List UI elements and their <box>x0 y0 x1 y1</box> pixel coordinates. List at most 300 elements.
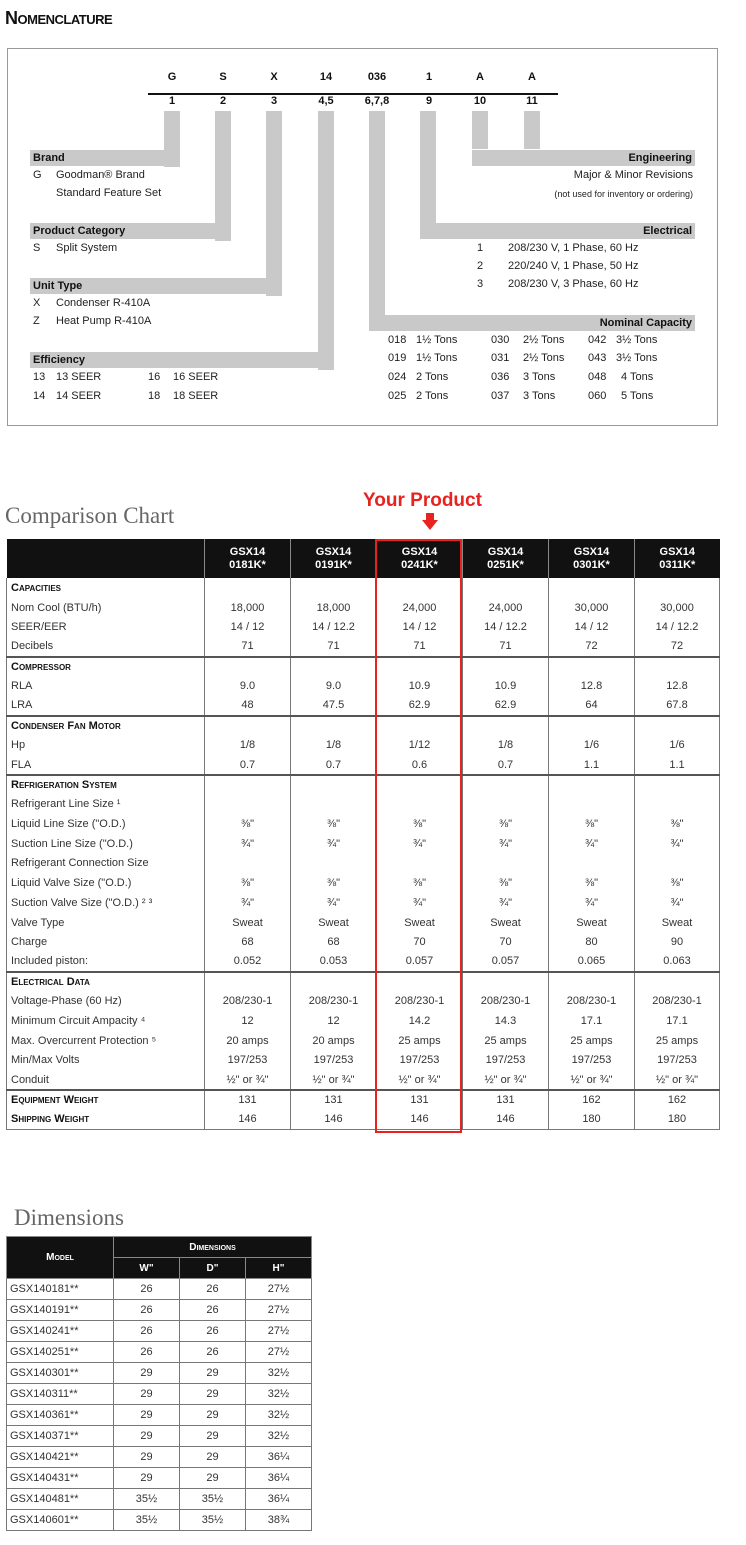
section-label: Compressor <box>7 657 205 677</box>
depth-cell: 26 <box>180 1321 246 1342</box>
efficiency-key: 16 <box>148 371 161 383</box>
spec-value: 1/8 <box>291 736 377 756</box>
empty-cell <box>549 775 635 795</box>
height-cell: 38¾ <box>246 1510 312 1531</box>
spec-row <box>7 854 720 874</box>
width-cell: 29 <box>114 1426 180 1447</box>
depth-cell: 29 <box>180 1468 246 1489</box>
capacity-key: 018 <box>388 334 407 346</box>
capacity-value: 2 Tons <box>416 371 449 383</box>
model-cell: GSX140191** <box>7 1300 114 1321</box>
header-blank <box>7 539 205 578</box>
spec-value: ¾" <box>635 834 720 854</box>
spec-value: 131 <box>205 1090 291 1110</box>
spec-value: ⅜" <box>463 873 549 893</box>
spec-value: 131 <box>291 1090 377 1110</box>
connector-bar <box>215 111 231 241</box>
spec-value: ¾" <box>549 834 635 854</box>
code-letter: A <box>476 71 484 83</box>
spec-value: 197/253 <box>549 1051 635 1071</box>
position-number: 6,7,8 <box>364 95 390 107</box>
depth-cell: 29 <box>180 1447 246 1468</box>
electrical-key: 2 <box>477 260 484 272</box>
spec-value: 10.9 <box>377 676 463 696</box>
position-number: 9 <box>425 95 433 107</box>
section-label: Electrical Data <box>7 972 205 992</box>
spec-value: 0.065 <box>549 952 635 972</box>
section-header-row <box>7 578 720 598</box>
model-header: GSX14 0311K* <box>635 539 720 578</box>
unit-type-header: Unit Type <box>30 278 282 294</box>
spec-value: 72 <box>549 637 635 657</box>
spec-value: ⅜" <box>205 814 291 834</box>
spec-value: ¾" <box>463 834 549 854</box>
model-header: GSX14 0191K* <box>291 539 377 578</box>
nomenclature-box <box>7 48 718 426</box>
spec-value: 71 <box>291 637 377 657</box>
dimension-row <box>7 1489 312 1510</box>
dimension-row <box>7 1405 312 1426</box>
spec-value: 1/8 <box>463 736 549 756</box>
spec-value: ¾" <box>205 834 291 854</box>
model-header: GSX14 0181K* <box>205 539 291 578</box>
empty-cell <box>377 578 463 598</box>
height-cell: 36¼ <box>246 1489 312 1510</box>
spec-value: ¾" <box>463 893 549 913</box>
connector-bar <box>318 111 334 370</box>
spec-value: 1.1 <box>635 755 720 775</box>
spec-value: 20 amps <box>291 1031 377 1051</box>
spec-row <box>7 617 720 637</box>
model-cell: GSX140361** <box>7 1405 114 1426</box>
width-cell: 29 <box>114 1468 180 1489</box>
spec-row <box>7 834 720 854</box>
depth-cell: 29 <box>180 1405 246 1426</box>
empty-cell <box>463 657 549 677</box>
capacity-value: 3 Tons <box>523 371 556 383</box>
capacity-key: 043 <box>588 352 607 364</box>
spec-value: 67.8 <box>635 696 720 716</box>
dimensions-title: Dimensions <box>14 1205 124 1230</box>
spec-value: Sweat <box>549 913 635 933</box>
spec-value: 12 <box>205 1011 291 1031</box>
spec-value: 20 amps <box>205 1031 291 1051</box>
spec-row <box>7 873 720 893</box>
spec-label: Equipment Weight <box>7 1090 205 1110</box>
efficiency-value: 13 SEER <box>56 371 102 383</box>
spec-row <box>7 893 720 913</box>
spec-value: ⅜" <box>205 873 291 893</box>
empty-cell <box>463 716 549 736</box>
empty-cell <box>205 657 291 677</box>
spec-value: 14 / 12.2 <box>635 617 720 637</box>
spec-value: 18,000 <box>291 598 377 618</box>
spec-value: ¾" <box>635 893 720 913</box>
empty-cell <box>205 775 291 795</box>
spec-value: ⅜" <box>463 814 549 834</box>
spec-label: Decibels <box>7 637 205 657</box>
spec-value: ⅜" <box>635 814 720 834</box>
spec-row <box>7 676 720 696</box>
spec-value: Sweat <box>463 913 549 933</box>
model-header: GSX14 0251K* <box>463 539 549 578</box>
spec-label: Suction Valve Size ("O.D.) ² ³ <box>7 893 205 913</box>
spec-value: 12.8 <box>635 676 720 696</box>
depth-cell: 26 <box>180 1342 246 1363</box>
width-cell: 29 <box>114 1405 180 1426</box>
empty-cell <box>205 716 291 736</box>
spec-value: 12.8 <box>549 676 635 696</box>
spec-value: 146 <box>463 1110 549 1130</box>
empty-cell <box>549 578 635 598</box>
spec-value: 30,000 <box>549 598 635 618</box>
brand-header: Brand <box>30 150 180 166</box>
capacity-value: 3½ Tons <box>616 352 658 364</box>
spec-value: 197/253 <box>463 1051 549 1071</box>
capacity-key: 042 <box>588 334 607 346</box>
electrical-key: 1 <box>477 242 484 254</box>
empty-cell <box>205 578 291 598</box>
empty-cell <box>291 716 377 736</box>
spec-value: 80 <box>549 932 635 952</box>
height-header: H" <box>246 1258 312 1279</box>
spec-value: ½" or ¾" <box>205 1070 291 1090</box>
electrical-header: Electrical <box>420 223 695 239</box>
nomenclature-title: Nomenclature <box>5 8 113 28</box>
spec-label: Max. Overcurrent Protection ⁵ <box>7 1031 205 1051</box>
spec-row <box>7 932 720 952</box>
spec-value: 0.053 <box>291 952 377 972</box>
spec-value <box>377 795 463 815</box>
capacity-key: 024 <box>388 371 407 383</box>
spec-value: 14 / 12 <box>549 617 635 637</box>
dimension-row <box>7 1510 312 1531</box>
width-cell: 29 <box>114 1363 180 1384</box>
spec-value: 70 <box>463 932 549 952</box>
spec-value: 14 / 12 <box>205 617 291 637</box>
dimension-row <box>7 1321 312 1342</box>
spec-value: 1/6 <box>549 736 635 756</box>
code-letter: A <box>528 71 536 83</box>
spec-label: Hp <box>7 736 205 756</box>
spec-value <box>463 854 549 874</box>
connector-bar <box>472 111 488 149</box>
spec-value: 208/230-1 <box>463 991 549 1011</box>
spec-value: 62.9 <box>463 696 549 716</box>
spec-label: Valve Type <box>7 913 205 933</box>
spec-row <box>7 814 720 834</box>
unit-type-value: Heat Pump R-410A <box>56 315 152 327</box>
unit-type-key: X <box>33 297 41 309</box>
spec-value: ⅜" <box>377 814 463 834</box>
spec-label: Included piston: <box>7 952 205 972</box>
spec-value: 62.9 <box>377 696 463 716</box>
comparison-table <box>6 539 720 1130</box>
spec-value: 1/12 <box>377 736 463 756</box>
nominal-capacity-header: Nominal Capacity <box>369 315 695 331</box>
empty-cell <box>205 972 291 992</box>
spec-value: ¾" <box>291 834 377 854</box>
spec-value: 1/6 <box>635 736 720 756</box>
spec-value: ⅜" <box>549 814 635 834</box>
height-cell: 36¼ <box>246 1468 312 1489</box>
capacity-value: 5 Tons <box>621 390 654 402</box>
spec-row <box>7 952 720 972</box>
unit-type-key: Z <box>33 315 40 327</box>
engineering-line-1: Major & Minor Revisions <box>573 169 693 181</box>
model-cell: GSX140241** <box>7 1321 114 1342</box>
spec-row <box>7 696 720 716</box>
empty-cell <box>291 775 377 795</box>
spec-value: 0.057 <box>463 952 549 972</box>
spec-value: Sweat <box>635 913 720 933</box>
spec-value: 48 <box>205 696 291 716</box>
dimension-row <box>7 1468 312 1489</box>
spec-value: 25 amps <box>635 1031 720 1051</box>
capacity-value: 3½ Tons <box>616 334 658 346</box>
spec-label: Shipping Weight <box>7 1110 205 1130</box>
dimension-row <box>7 1384 312 1405</box>
section-header-row <box>7 657 720 677</box>
spec-value: 0.057 <box>377 952 463 972</box>
electrical-key: 3 <box>477 278 484 290</box>
spec-value: 208/230-1 <box>291 991 377 1011</box>
empty-cell <box>463 578 549 598</box>
spec-value: 146 <box>377 1110 463 1130</box>
spec-value: ⅜" <box>635 873 720 893</box>
height-cell: 27½ <box>246 1321 312 1342</box>
spec-label: Liquid Line Size ("O.D.) <box>7 814 205 834</box>
engineering-note: (not used for inventory or ordering) <box>554 189 693 199</box>
spec-value <box>291 854 377 874</box>
section-header-row <box>7 775 720 795</box>
connector-bar <box>369 111 385 316</box>
spec-row <box>7 1110 720 1130</box>
spec-label: Nom Cool (BTU/h) <box>7 598 205 618</box>
spec-value: 131 <box>463 1090 549 1110</box>
height-cell: 27½ <box>246 1279 312 1300</box>
spec-value: ½" or ¾" <box>463 1070 549 1090</box>
spec-label: SEER/EER <box>7 617 205 637</box>
spec-label: Min/Max Volts <box>7 1051 205 1071</box>
empty-cell <box>291 578 377 598</box>
position-number: 3 <box>270 95 278 107</box>
spec-value: 68 <box>291 932 377 952</box>
brand-line-1: Goodman® Brand <box>56 169 145 181</box>
spec-value: 14 / 12.2 <box>291 617 377 637</box>
empty-cell <box>635 775 720 795</box>
capacity-key: 037 <box>491 390 510 402</box>
model-cell: GSX140601** <box>7 1510 114 1531</box>
capacity-value: 4 Tons <box>621 371 654 383</box>
spec-value: 197/253 <box>291 1051 377 1071</box>
width-cell: 35½ <box>114 1489 180 1510</box>
depth-cell: 29 <box>180 1363 246 1384</box>
depth-cell: 35½ <box>180 1510 246 1531</box>
spec-row <box>7 736 720 756</box>
spec-value: ⅜" <box>291 814 377 834</box>
code-letter: G <box>167 71 177 83</box>
spec-label: Charge <box>7 932 205 952</box>
empty-cell <box>635 972 720 992</box>
spec-value: 131 <box>377 1090 463 1110</box>
spec-row <box>7 1011 720 1031</box>
width-cell: 26 <box>114 1300 180 1321</box>
height-cell: 27½ <box>246 1300 312 1321</box>
spec-value: 208/230-1 <box>205 991 291 1011</box>
spec-value: 17.1 <box>549 1011 635 1031</box>
width-cell: 35½ <box>114 1510 180 1531</box>
spec-value: 10.9 <box>463 676 549 696</box>
engineering-header: Engineering <box>472 150 695 166</box>
section-header-row <box>7 972 720 992</box>
empty-cell <box>635 657 720 677</box>
dimension-row <box>7 1363 312 1384</box>
capacity-key: 060 <box>588 390 607 402</box>
width-cell: 26 <box>114 1279 180 1300</box>
spec-row <box>7 1070 720 1090</box>
dimensions-table <box>6 1236 312 1531</box>
capacity-key: 031 <box>491 352 510 364</box>
capacity-key: 025 <box>388 390 407 402</box>
spec-value: 68 <box>205 932 291 952</box>
width-header: W" <box>114 1258 180 1279</box>
spec-value: 9.0 <box>291 676 377 696</box>
spec-value: ¾" <box>549 893 635 913</box>
spec-value: 25 amps <box>549 1031 635 1051</box>
position-number: 2 <box>219 95 227 107</box>
spec-value: 30,000 <box>635 598 720 618</box>
dimension-row <box>7 1426 312 1447</box>
position-number: 10 <box>473 95 487 107</box>
spec-value: 64 <box>549 696 635 716</box>
position-number: 1 <box>168 95 176 107</box>
section-label: Condenser Fan Motor <box>7 716 205 736</box>
height-cell: 32½ <box>246 1405 312 1426</box>
spec-value: ¾" <box>377 834 463 854</box>
spec-value: ¾" <box>291 893 377 913</box>
spec-value: ½" or ¾" <box>549 1070 635 1090</box>
dimension-row <box>7 1300 312 1321</box>
spec-label: LRA <box>7 696 205 716</box>
spec-value: 0.052 <box>205 952 291 972</box>
spec-value: ¾" <box>205 893 291 913</box>
spec-value: 25 amps <box>463 1031 549 1051</box>
empty-cell <box>635 578 720 598</box>
spec-value: 25 amps <box>377 1031 463 1051</box>
code-letter: 036 <box>367 71 387 83</box>
capacity-key: 036 <box>491 371 510 383</box>
capacity-key: 048 <box>588 371 607 383</box>
spec-value: 9.0 <box>205 676 291 696</box>
spec-value: 146 <box>291 1110 377 1130</box>
empty-cell <box>463 972 549 992</box>
spec-value <box>549 854 635 874</box>
capacity-value: 2½ Tons <box>523 352 565 364</box>
spec-value: 197/253 <box>377 1051 463 1071</box>
spec-row <box>7 913 720 933</box>
depth-cell: 29 <box>180 1426 246 1447</box>
spec-value <box>549 795 635 815</box>
empty-cell <box>377 972 463 992</box>
depth-cell: 26 <box>180 1300 246 1321</box>
model-header: GSX14 0241K* <box>377 539 463 578</box>
spec-row <box>7 637 720 657</box>
empty-cell <box>291 972 377 992</box>
spec-value <box>291 795 377 815</box>
spec-value <box>635 795 720 815</box>
capacity-key: 030 <box>491 334 510 346</box>
spec-value: 0.7 <box>291 755 377 775</box>
electrical-value: 220/240 V, 1 Phase, 50 Hz <box>508 260 639 272</box>
spec-value: 1.1 <box>549 755 635 775</box>
width-cell: 26 <box>114 1321 180 1342</box>
model-cell: GSX140371** <box>7 1426 114 1447</box>
depth-cell: 26 <box>180 1279 246 1300</box>
empty-cell <box>549 972 635 992</box>
empty-cell <box>377 716 463 736</box>
efficiency-key: 13 <box>33 371 46 383</box>
spec-value: 0.063 <box>635 952 720 972</box>
spec-row <box>7 1051 720 1071</box>
connector-bar <box>524 111 540 149</box>
spec-row <box>7 1090 720 1110</box>
spec-value: 180 <box>635 1110 720 1130</box>
spec-value: 72 <box>635 637 720 657</box>
model-cell: GSX140421** <box>7 1447 114 1468</box>
spec-row <box>7 795 720 815</box>
spec-value <box>205 795 291 815</box>
connector-bar <box>420 111 436 223</box>
model-cell: GSX140311** <box>7 1384 114 1405</box>
spec-label: Suction Line Size ("O.D.) <box>7 834 205 854</box>
spec-value: ¾" <box>377 893 463 913</box>
efficiency-key: 18 <box>148 390 161 402</box>
spec-value: 0.7 <box>205 755 291 775</box>
capacity-value: 2½ Tons <box>523 334 565 346</box>
spec-value: 197/253 <box>205 1051 291 1071</box>
capacity-value: 1½ Tons <box>416 352 458 364</box>
spec-row <box>7 598 720 618</box>
spec-label: Refrigerant Line Size ¹ <box>7 795 205 815</box>
dimension-row <box>7 1279 312 1300</box>
height-cell: 27½ <box>246 1342 312 1363</box>
spec-value: 0.6 <box>377 755 463 775</box>
spec-value: 17.1 <box>635 1011 720 1031</box>
efficiency-value: 14 SEER <box>56 390 102 402</box>
spec-value: 14.3 <box>463 1011 549 1031</box>
spec-value: Sweat <box>205 913 291 933</box>
height-cell: 36¼ <box>246 1447 312 1468</box>
model-cell: GSX140181** <box>7 1279 114 1300</box>
efficiency-value: 16 SEER <box>173 371 219 383</box>
spec-value: 71 <box>205 637 291 657</box>
spec-value <box>205 854 291 874</box>
spec-label: FLA <box>7 755 205 775</box>
efficiency-key: 14 <box>33 390 46 402</box>
connector-bar <box>266 111 282 296</box>
dimensions-group-header: Dimensions <box>114 1237 312 1258</box>
spec-row <box>7 755 720 775</box>
spec-value: 14.2 <box>377 1011 463 1031</box>
section-label: Refrigeration System <box>7 775 205 795</box>
capacity-value: 3 Tons <box>523 390 556 402</box>
section-label: Capacities <box>7 578 205 598</box>
product-category-header: Product Category <box>30 223 231 239</box>
code-letter: X <box>270 71 278 83</box>
model-column-header: Model <box>7 1237 114 1279</box>
capacity-value: 2 Tons <box>416 390 449 402</box>
